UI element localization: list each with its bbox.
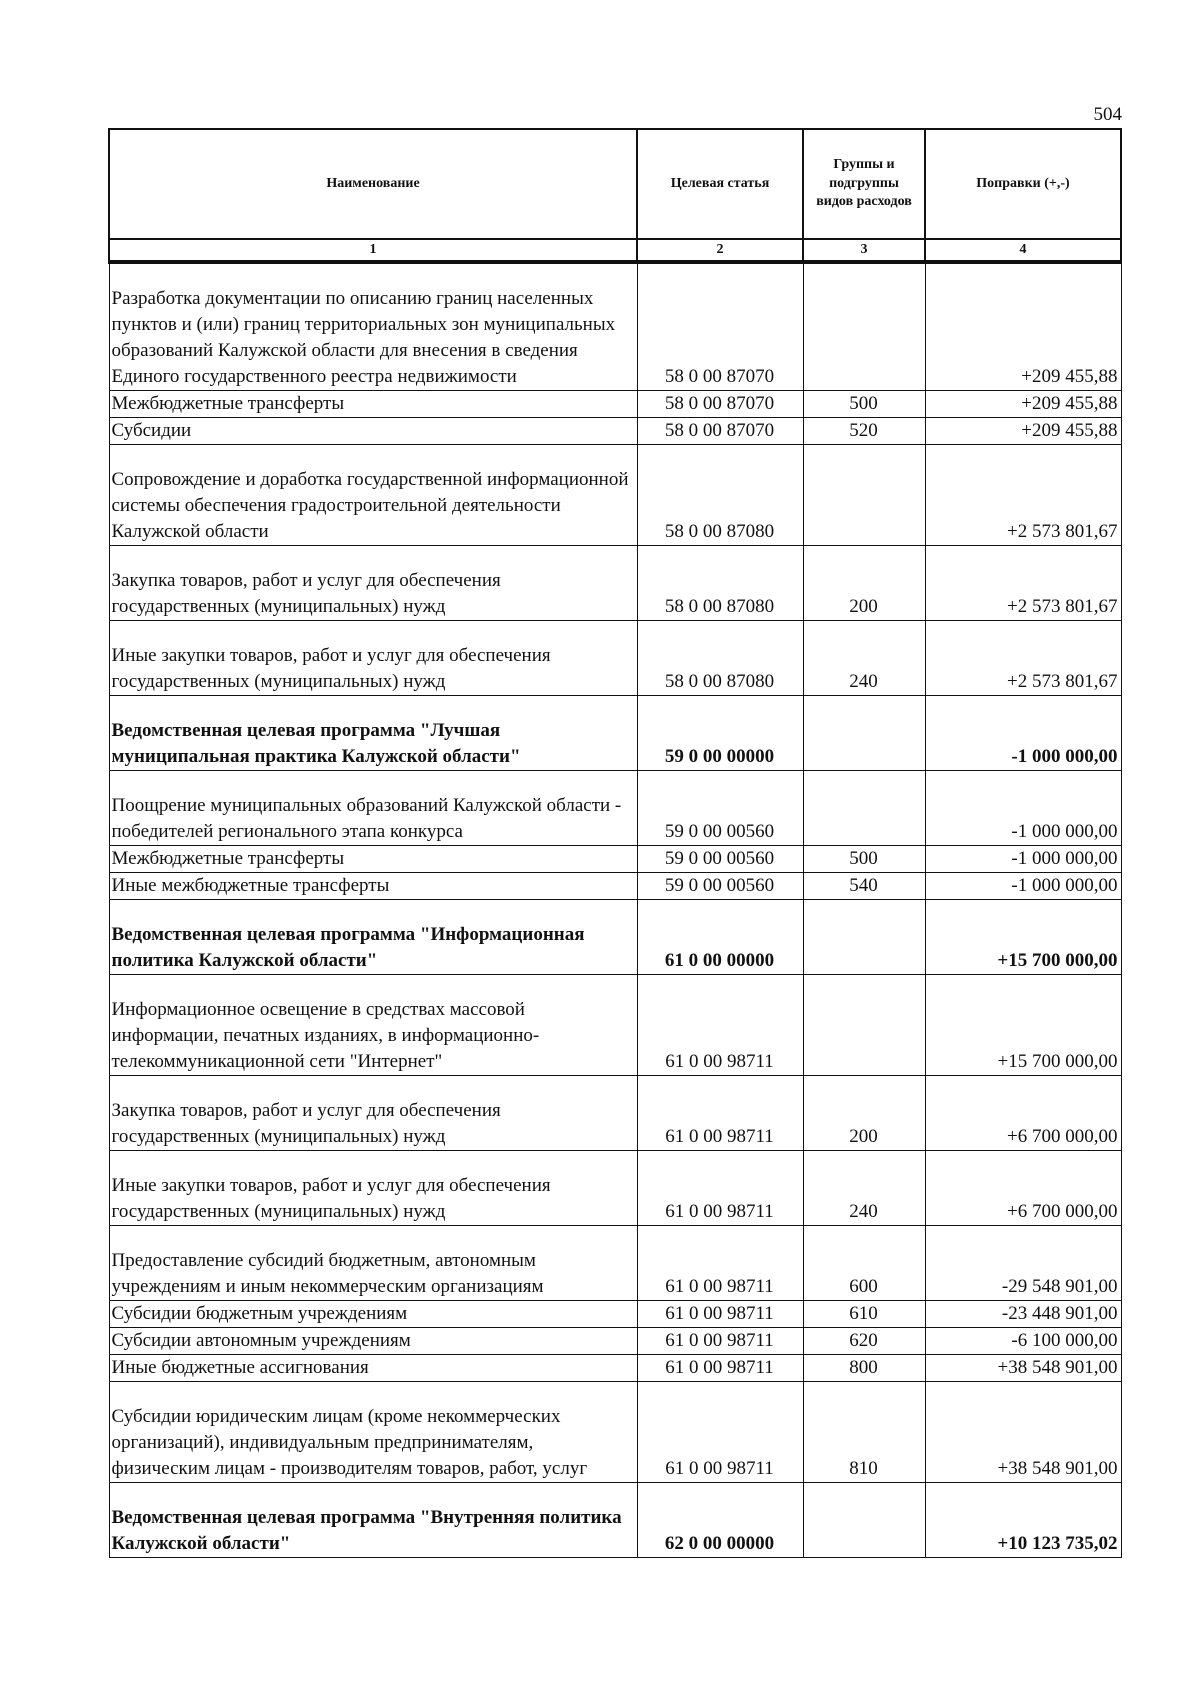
table-row — [109, 846, 1121, 873]
row-target-article: 58 0 00 87080 — [637, 445, 803, 546]
row-target-article: 58 0 00 87070 — [637, 418, 803, 445]
table-row — [109, 418, 1121, 445]
column-number: 3 — [803, 239, 925, 262]
row-name: Иные закупки товаров, работ и услуг для обеспечения государственных (муниципальных) нужд — [109, 621, 637, 696]
row-expense-group: 600 — [803, 1226, 925, 1301]
row-expense-group: 520 — [803, 418, 925, 445]
row-target-article: 58 0 00 87070 — [637, 262, 803, 391]
row-expense-group: 810 — [803, 1382, 925, 1483]
row-name: Ведомственная целевая программа "Внутренняя политика Калужской области" — [109, 1483, 637, 1558]
row-amendment-amount: +38 548 901,00 — [925, 1355, 1121, 1382]
table-row — [109, 771, 1121, 846]
row-target-article: 58 0 00 87070 — [637, 391, 803, 418]
row-target-article: 59 0 00 00560 — [637, 846, 803, 873]
row-expense-group — [803, 1483, 925, 1558]
row-amendment-amount: -1 000 000,00 — [925, 696, 1121, 771]
row-amendment-amount: +15 700 000,00 — [925, 900, 1121, 975]
row-target-article: 58 0 00 87080 — [637, 621, 803, 696]
header-amendments: Поправки (+,-) — [925, 129, 1121, 239]
row-expense-group: 240 — [803, 1151, 925, 1226]
row-amendment-amount: +2 573 801,67 — [925, 445, 1121, 546]
row-amendment-amount: +6 700 000,00 — [925, 1151, 1121, 1226]
table-row — [109, 546, 1121, 621]
row-name: Сопровождение и доработка государственной информационной системы обеспечения градостроительной деятельности Калужской области — [109, 445, 637, 546]
row-target-article: 61 0 00 98711 — [637, 1226, 803, 1301]
row-name: Субсидии бюджетным учреждениям — [109, 1301, 637, 1328]
row-amendment-amount: -1 000 000,00 — [925, 771, 1121, 846]
row-amendment-amount: +209 455,88 — [925, 262, 1121, 391]
row-name: Ведомственная целевая программа "Информационная политика Калужской области" — [109, 900, 637, 975]
table-row — [109, 391, 1121, 418]
row-expense-group: 200 — [803, 1076, 925, 1151]
table-body — [109, 262, 1121, 1558]
row-name: Поощрение муниципальных образований Калужской области - победителей регионального этапа конкурса — [109, 771, 637, 846]
row-amendment-amount: -1 000 000,00 — [925, 873, 1121, 900]
row-target-article: 61 0 00 98711 — [637, 1355, 803, 1382]
row-name: Информационное освещение в средствах массовой информации, печатных изданиях, в информационно-телекоммуникационной сети "Интернет" — [109, 975, 637, 1076]
page-number: 504 — [1093, 104, 1122, 125]
row-amendment-amount: +15 700 000,00 — [925, 975, 1121, 1076]
table-row — [109, 621, 1121, 696]
row-name: Ведомственная целевая программа "Лучшая муниципальная практика Калужской области" — [109, 696, 637, 771]
table-row — [109, 1483, 1121, 1558]
table-row — [109, 975, 1121, 1076]
row-expense-group: 610 — [803, 1301, 925, 1328]
row-target-article: 59 0 00 00560 — [637, 873, 803, 900]
row-expense-group — [803, 262, 925, 391]
row-expense-group: 540 — [803, 873, 925, 900]
row-expense-group — [803, 696, 925, 771]
table-row — [109, 696, 1121, 771]
table-row — [109, 1382, 1121, 1483]
row-amendment-amount: -23 448 901,00 — [925, 1301, 1121, 1328]
column-number: 1 — [109, 239, 637, 262]
row-target-article: 61 0 00 00000 — [637, 900, 803, 975]
table-row — [109, 1301, 1121, 1328]
row-amendment-amount: +2 573 801,67 — [925, 546, 1121, 621]
column-number-row — [109, 239, 1121, 262]
header-name: Наименование — [109, 129, 637, 239]
table-row — [109, 262, 1121, 391]
column-number: 2 — [637, 239, 803, 262]
table-row — [109, 445, 1121, 546]
row-target-article: 58 0 00 87080 — [637, 546, 803, 621]
header-row — [109, 129, 1121, 239]
row-name: Иные межбюджетные трансферты — [109, 873, 637, 900]
row-name: Субсидии автономным учреждениям — [109, 1328, 637, 1355]
table-row — [109, 1355, 1121, 1382]
row-amendment-amount: +2 573 801,67 — [925, 621, 1121, 696]
row-expense-group: 500 — [803, 391, 925, 418]
row-amendment-amount: +38 548 901,00 — [925, 1382, 1121, 1483]
row-target-article: 61 0 00 98711 — [637, 1076, 803, 1151]
row-expense-group: 800 — [803, 1355, 925, 1382]
budget-amendments-table — [108, 128, 1122, 1558]
row-amendment-amount: +209 455,88 — [925, 391, 1121, 418]
row-amendment-amount: -29 548 901,00 — [925, 1226, 1121, 1301]
table-header — [109, 129, 1121, 262]
row-name: Разработка документации по описанию границ населенных пунктов и (или) границ территориальных зон муниципальных образований Калужской области для внесения в сведения Единого государственного реестра недвижимости — [109, 262, 637, 391]
row-name: Иные закупки товаров, работ и услуг для обеспечения государственных (муниципальных) нужд — [109, 1151, 637, 1226]
row-target-article: 61 0 00 98711 — [637, 1301, 803, 1328]
row-target-article: 61 0 00 98711 — [637, 975, 803, 1076]
table-row — [109, 1076, 1121, 1151]
row-name: Межбюджетные трансферты — [109, 846, 637, 873]
column-number: 4 — [925, 239, 1121, 262]
row-name: Субсидии юридическим лицам (кроме некоммерческих организаций), индивидуальным предпринимателям, физическим лицам - производителям товаров, работ, услуг — [109, 1382, 637, 1483]
row-expense-group — [803, 771, 925, 846]
row-target-article: 61 0 00 98711 — [637, 1382, 803, 1483]
row-expense-group: 240 — [803, 621, 925, 696]
table-row — [109, 1226, 1121, 1301]
row-expense-group — [803, 900, 925, 975]
row-name: Межбюджетные трансферты — [109, 391, 637, 418]
row-name: Субсидии — [109, 418, 637, 445]
row-amendment-amount: +6 700 000,00 — [925, 1076, 1121, 1151]
row-expense-group — [803, 975, 925, 1076]
row-name: Закупка товаров, работ и услуг для обеспечения государственных (муниципальных) нужд — [109, 1076, 637, 1151]
row-target-article: 59 0 00 00560 — [637, 771, 803, 846]
row-target-article: 62 0 00 00000 — [637, 1483, 803, 1558]
row-amendment-amount: +10 123 735,02 — [925, 1483, 1121, 1558]
row-name: Предоставление субсидий бюджетным, автономным учреждениям и иным некоммерческим организациям — [109, 1226, 637, 1301]
row-expense-group — [803, 445, 925, 546]
row-name: Иные бюджетные ассигнования — [109, 1355, 637, 1382]
row-expense-group: 620 — [803, 1328, 925, 1355]
row-amendment-amount: -6 100 000,00 — [925, 1328, 1121, 1355]
table-row — [109, 1328, 1121, 1355]
row-name: Закупка товаров, работ и услуг для обеспечения государственных (муниципальных) нужд — [109, 546, 637, 621]
table-row — [109, 900, 1121, 975]
table-row — [109, 1151, 1121, 1226]
row-amendment-amount: -1 000 000,00 — [925, 846, 1121, 873]
row-target-article: 61 0 00 98711 — [637, 1328, 803, 1355]
header-expense-groups: Группы и подгруппы видов расходов — [803, 129, 925, 239]
table-row — [109, 873, 1121, 900]
row-expense-group: 500 — [803, 846, 925, 873]
row-target-article: 59 0 00 00000 — [637, 696, 803, 771]
header-target-article: Целевая статья — [637, 129, 803, 239]
row-target-article: 61 0 00 98711 — [637, 1151, 803, 1226]
row-expense-group: 200 — [803, 546, 925, 621]
row-amendment-amount: +209 455,88 — [925, 418, 1121, 445]
